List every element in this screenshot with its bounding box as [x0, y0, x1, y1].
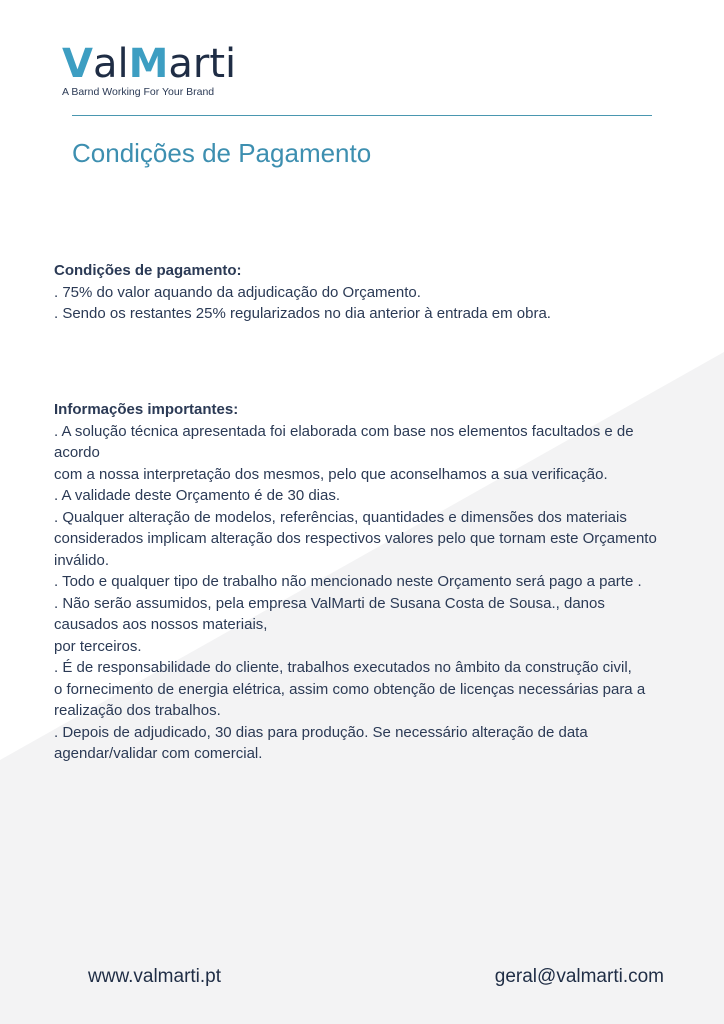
payment-conditions-section: [54, 260, 669, 325]
company-logo: [62, 41, 237, 98]
info-line: o fornecimento de energia elétrica, assim como obtenção de licenças necessárias para a realização dos trabalhos.: [54, 680, 646, 719]
logo-letter-v: V: [62, 41, 93, 87]
info-line: . A solução técnica apresentada foi elaborada com base nos elementos facultados e de acordo: [54, 422, 634, 461]
footer-website-link[interactable]: www.valmarti.pt: [88, 966, 222, 987]
info-line: . É de responsabilidade do cliente, trabalhos executados no âmbito da construção civil,: [54, 659, 632, 676]
logo-wordmark: [62, 41, 237, 87]
info-line: por terceiros.: [54, 637, 142, 655]
info-line: . Não serão assumidos, pela empresa ValMarti de Susana Costa de Sousa., danos causados aos nossos materiais,: [54, 594, 605, 633]
footer-email-link[interactable]: geral@valmarti.com: [494, 966, 664, 987]
info-heading: Informações importantes:: [54, 401, 239, 418]
logo-text-al: al: [92, 41, 129, 87]
info-line: . Depois de adjudicado, 30 dias para produção. Se necessário alteração de data agendar/validar com comercial.: [54, 723, 588, 762]
page-title: Condições de Pagamento: [72, 138, 372, 168]
logo-tagline: A Barnd Working For Your Brand: [62, 86, 215, 98]
payment-line: . Sendo os restantes 25% regularizados no dia anterior à entrada em obra.: [54, 305, 551, 322]
logo-text-arti: arti: [168, 41, 237, 87]
info-line: . Todo e qualquer tipo de trabalho não mencionado neste Orçamento será pago a parte .: [54, 573, 642, 590]
important-info-section: [54, 399, 669, 765]
info-line: . A validade deste Orçamento é de 30 dias.: [54, 487, 341, 504]
info-line: com a nossa interpretação dos mesmos, pelo que aconselhamos a sua verificação.: [54, 465, 608, 483]
payment-line: . 75% do valor aquando da adjudicação do Orçamento.: [54, 283, 421, 301]
info-line: considerados implicam alteração dos respectivos valores pelo que tornam este Orçamento inválido.: [54, 530, 657, 569]
logo-letter-m: M: [128, 41, 169, 87]
header-divider: [72, 115, 652, 116]
payment-heading: Condições de pagamento:: [54, 262, 242, 279]
info-line: . Qualquer alteração de modelos, referências, quantidades e dimensões dos materiais: [54, 508, 627, 526]
